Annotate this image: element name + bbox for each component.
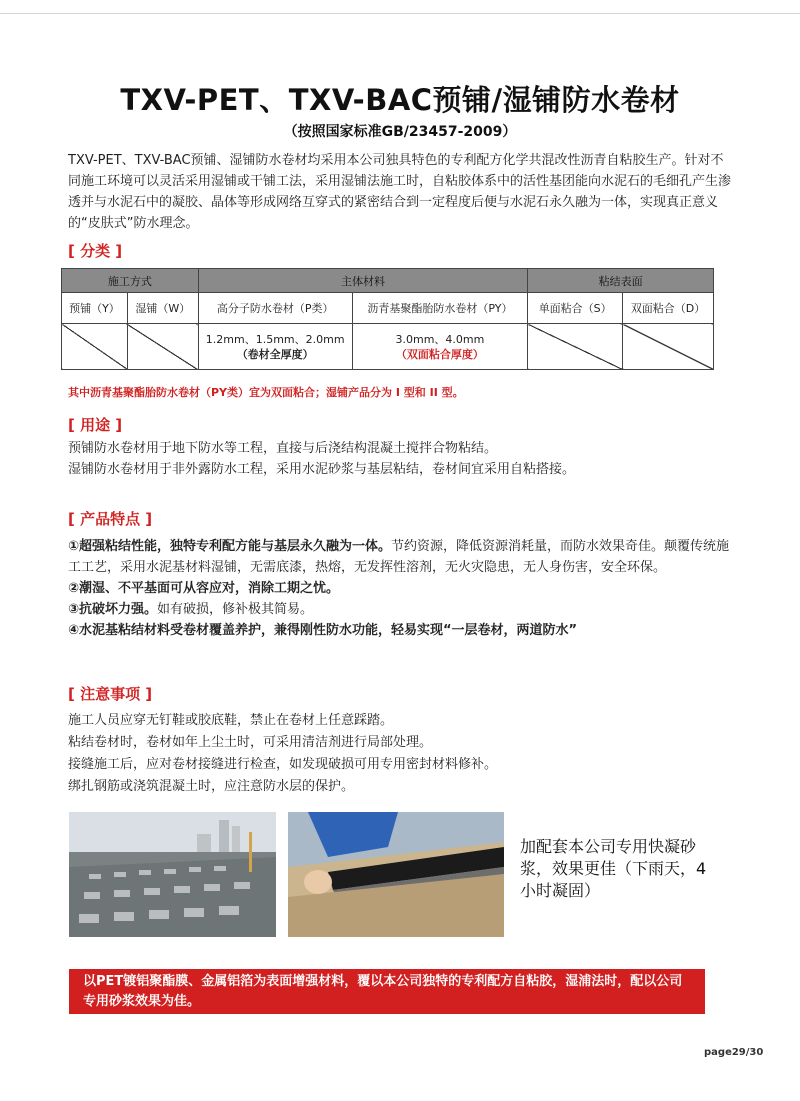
feature-2 — [68, 578, 733, 599]
feature-1 — [68, 536, 733, 578]
construction-site-photo — [69, 812, 276, 937]
subheader-double-side: 双面粘合（D） — [623, 293, 714, 324]
feature-4-bold: ④水泥基粘结材料受卷材覆盖养护，兼得刚性防水功能，轻易实现“一层卷材，两道防水” — [68, 623, 578, 638]
section-heading-precautions: [ 注意事项 ] — [68, 685, 153, 703]
feature-3-bold: ③抗破坏力强。 — [68, 602, 158, 617]
table-group-header-row — [62, 269, 714, 293]
classification-table — [61, 268, 714, 370]
feature-4 — [68, 620, 733, 641]
subheader-pre-laid: 预铺（Y） — [62, 293, 128, 324]
section-heading-features: [ 产品特点 ] — [68, 510, 153, 528]
cell-pre-laid-empty — [62, 324, 128, 370]
header-main-material: 主体材料 — [198, 269, 527, 293]
precaution-line: 粘结卷材时，卷材如年上尘土时，可采用清洁剂进行局部处理。 — [68, 735, 433, 750]
header-bonding-surface: 粘结表面 — [528, 269, 714, 293]
construction-site-illustration — [69, 812, 276, 937]
installation-illustration — [288, 812, 504, 937]
precaution-line: 接缝施工后，应对卷材接缝进行检查，如发现破损可用专用密封材料修补。 — [68, 757, 498, 772]
py-thickness-note: （双面粘合厚度） — [395, 347, 484, 361]
mortar-tip: 加配套本公司专用快凝砂浆，效果更佳（下雨天，4小时凝固） — [520, 837, 707, 900]
table-note: 其中沥青基聚酯胎防水卷材（PY类）宜为双面粘合；湿铺产品分为 I 型和 II 型。 — [68, 386, 464, 399]
feature-3-text: 如有破损，修补极其简易。 — [157, 602, 314, 617]
cell-py-thickness — [352, 324, 528, 370]
cell-single-side-empty — [528, 324, 623, 370]
p-thickness-note: （卷材全厚度） — [236, 347, 314, 361]
feature-3 — [68, 599, 733, 620]
page-number: page29/30 — [704, 1047, 764, 1058]
material-banner: 以PET镀铝聚酯膜、金属铝箔为表面增强材料，覆以本公司独特的专利配方自粘胶，湿浦法时，配以公司专用砂浆效果为佳。 — [69, 969, 705, 1014]
p-thickness-value: 1.2mm、1.5mm、2.0mm — [205, 332, 345, 346]
subheader-wet-laid: 湿铺（W） — [127, 293, 198, 324]
feature-2-bold: ②潮湿、不平基面可从容应对，消除工期之忧。 — [68, 581, 340, 596]
precautions-text — [68, 710, 733, 798]
top-rule — [0, 13, 800, 14]
installation-photo — [288, 812, 504, 937]
page-subtitle: （按照国家标准GB/23457-2009） — [283, 124, 517, 140]
header-construction-method: 施工方式 — [62, 269, 199, 293]
cell-p-thickness — [198, 324, 352, 370]
section-heading-usage: [ 用途 ] — [68, 416, 123, 434]
features-text — [68, 536, 733, 641]
table-sub-header-row — [62, 293, 714, 324]
intro-paragraph: TXV-PET、TXV-BAC预铺、湿铺防水卷材均采用本公司独具特色的专利配方化学共混改性沥青自粘胶生产。针对不同施工环境可以灵活采用湿铺或干铺工法，采用湿铺法施工时，自粘胶体系中的活性基团能向水泥石的毛细孔产生渗透并与水泥石中的凝胶、晶体等形成网络互穿式的紧密结合到一定程度后便与水泥石永久融为一体，实现真正意义的“皮肤式”防水理念。 — [68, 153, 732, 231]
feature-1-text: 节约资源，降低资源消耗量，而防水效果奇佳。颠覆传统施工工艺，采用水泥基材料湿铺，无需底漆，热熔，无发挥性溶剂，无火灾隐患，无人身伤害，安全环保。 — [68, 539, 730, 575]
table-data-row — [62, 324, 714, 370]
usage-line: 预铺防水卷材用于地下防水等工程，直接与后浇结构混凝土搅拌合物粘结。 — [68, 441, 498, 456]
page-title: TXV-PET、TXV-BAC预铺/湿铺防水卷材 — [120, 83, 680, 117]
section-heading-classification: [ 分类 ] — [68, 242, 123, 260]
cell-wet-laid-empty — [127, 324, 198, 370]
subheader-single-side: 单面粘合（S） — [528, 293, 623, 324]
subheader-polymer-membrane: 高分子防水卷材（P类） — [198, 293, 352, 324]
usage-line: 湿铺防水卷材用于非外露防水工程，采用水泥砂浆与基层粘结，卷材间宜采用自粘搭接。 — [68, 462, 576, 477]
py-thickness-value: 3.0mm、4.0mm — [395, 332, 485, 346]
subheader-asphalt-polyester: 沥青基聚酯胎防水卷材（PY） — [352, 293, 528, 324]
precaution-line: 绑扎钢筋或浇筑混凝土时，应注意防水层的保护。 — [68, 779, 355, 794]
feature-1-bold: ①超强粘结性能，独特专利配方能与基层永久融为一体。 — [68, 539, 392, 554]
cell-double-side-empty — [623, 324, 714, 370]
usage-text — [68, 438, 733, 480]
precaution-line: 施工人员应穿无钉鞋或胶底鞋，禁止在卷材上任意踩踏。 — [68, 713, 394, 728]
